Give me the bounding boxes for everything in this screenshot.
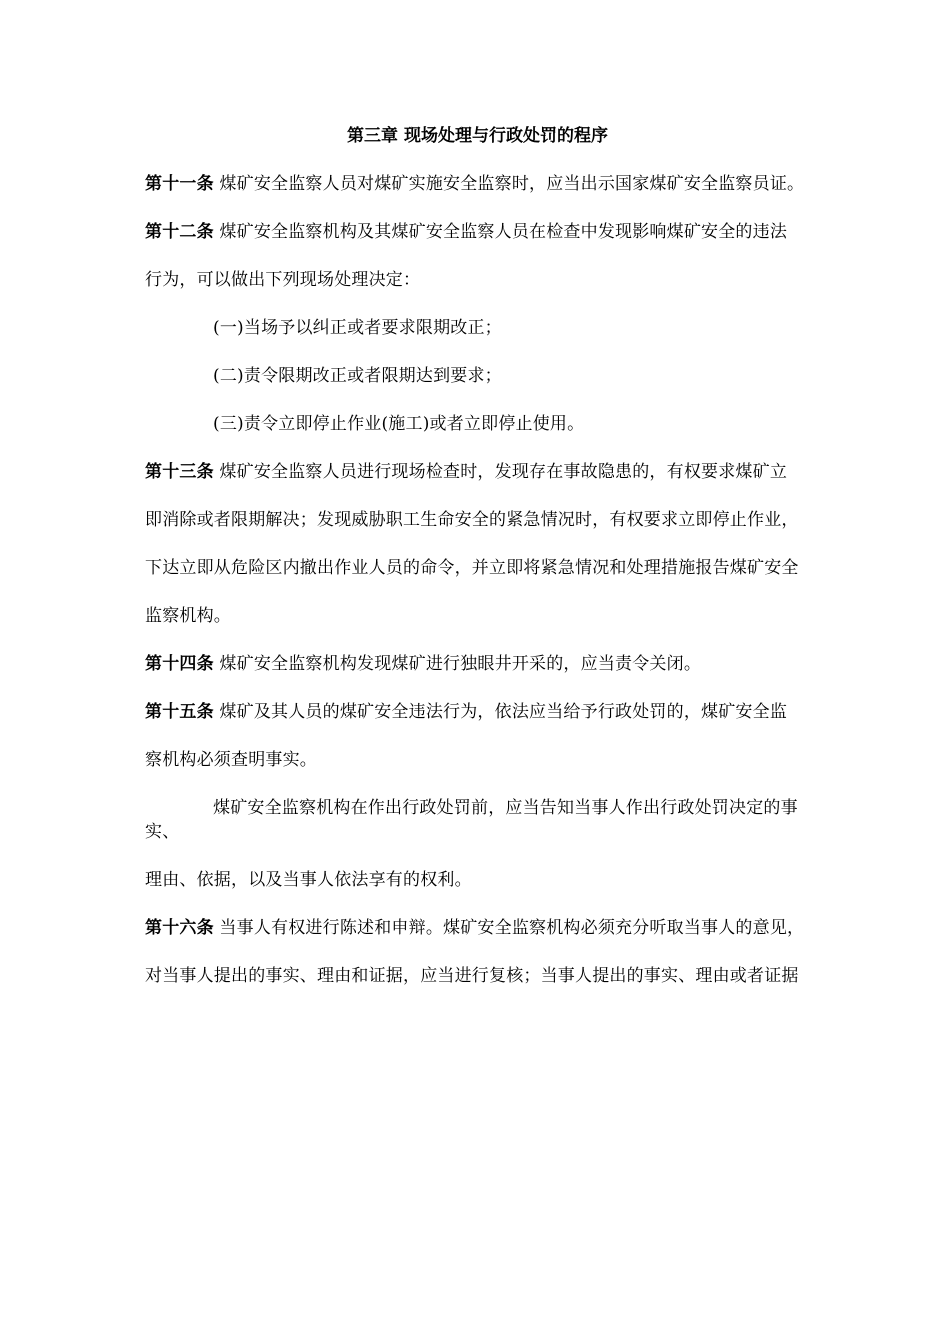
article-13 — [145, 460, 810, 484]
article-12-label: 第十二条 — [145, 222, 214, 242]
article-12-item-1: (一)当场予以纠正或者要求限期改正； — [213, 318, 502, 338]
article-13-continuation-1: 即消除或者限期解决；发现威胁职工生命安全的紧急情况时，有权要求立即停止作业， — [145, 510, 799, 530]
article-15-continuation-3: 理由、依据，以及当事人依法享有的权利。 — [145, 870, 472, 890]
article-15 — [145, 700, 810, 724]
article-13-continuation-3: 监察机构。 — [145, 606, 231, 626]
article-12 — [145, 220, 810, 244]
article-16-label: 第十六条 — [145, 918, 214, 938]
article-13-continuation-2: 下达立即从危险区内撤出作业人员的命令，并立即将紧急情况和处理措施报告煤矿安全 — [145, 558, 799, 578]
article-14-label: 第十四条 — [145, 654, 214, 674]
article-14-text: 煤矿安全监察机构发现煤矿进行独眼井开采的，应当责令关闭。 — [213, 654, 702, 674]
article-13-label: 第十三条 — [145, 462, 214, 482]
article-11 — [145, 172, 810, 196]
article-15-label: 第十五条 — [145, 702, 214, 722]
article-12-text: 煤矿安全监察机构及其煤矿安全监察人员在检查中发现影响煤矿安全的违法 — [213, 222, 788, 242]
article-16-text: 当事人有权进行陈述和申辩。煤矿安全监察机构必须充分听取当事人的意见， — [213, 918, 805, 938]
article-14 — [145, 652, 810, 676]
article-15-continuation-2: 煤矿安全监察机构在作出行政处罚前，应当告知当事人作出行政处罚决定的事实、 — [145, 798, 798, 842]
article-12-item-2: (二)责令限期改正或者限期达到要求； — [213, 366, 502, 386]
article-11-text: 煤矿安全监察人员对煤矿实施安全监察时，应当出示国家煤矿安全监察员证。 — [213, 174, 805, 194]
article-13-text: 煤矿安全监察人员进行现场检查时，发现存在事故隐患的，有权要求煤矿立 — [213, 462, 788, 482]
article-11-label: 第十一条 — [145, 174, 214, 194]
article-12-item-3: (三)责令立即停止作业(施工)或者立即停止使用。 — [213, 414, 585, 434]
article-16-continuation: 对当事人提出的事实、理由和证据，应当进行复核；当事人提出的事实、理由或者证据 — [145, 966, 799, 986]
chapter-title: 第三章 现场处理与行政处罚的程序 — [347, 126, 608, 146]
article-16 — [145, 916, 810, 940]
article-15-text: 煤矿及其人员的煤矿安全违法行为，依法应当给予行政处罚的，煤矿安全监 — [213, 702, 788, 722]
article-15-continuation-1: 察机构必须查明事实。 — [145, 750, 317, 770]
article-12-continuation: 行为，可以做出下列现场处理决定： — [145, 270, 421, 290]
